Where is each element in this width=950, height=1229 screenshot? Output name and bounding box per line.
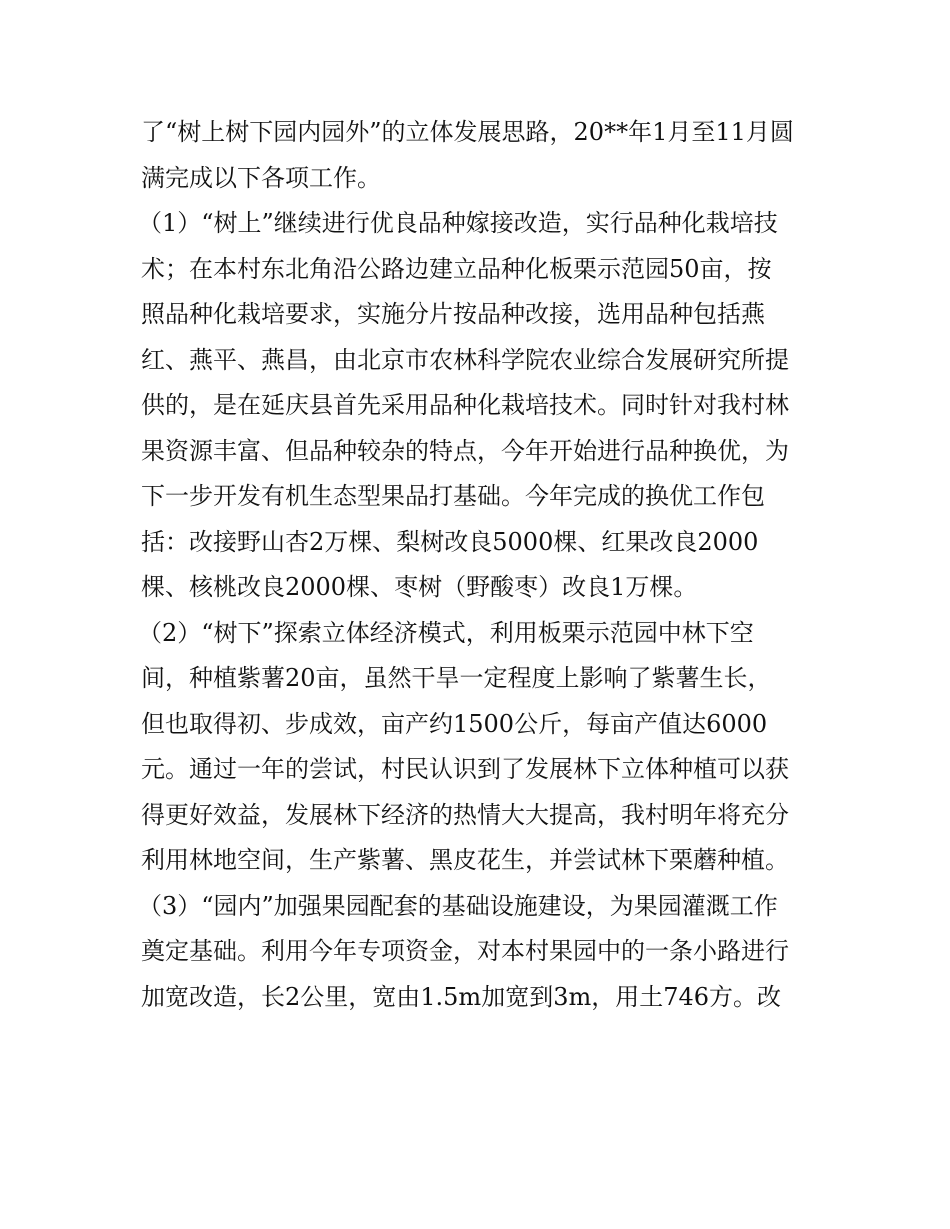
text-line: 括：改接野山杏2万棵、梨树改良5000棵、红果改良2000 — [141, 527, 759, 556]
text-line: 奠定基础。利用今年专项资金，对本村果园中的一条小路进行 — [141, 937, 789, 965]
text-line: 间，种植紫薯20亩，虽然干旱一定程度上影响了紫薯生长， — [141, 664, 772, 692]
text-line: 果资源丰富、但品种较杂的特点，今年开始进行品种换优，为 — [141, 436, 789, 465]
text-line: 照品种化栽培要求，实施分片按品种改接，选用品种包括燕 — [141, 300, 765, 328]
text-line: 得更好效益，发展林下经济的热情大大提高，我村明年将充分 — [141, 800, 789, 829]
text-line: 红、燕平、燕昌，由北京市农林科学院农业综合发展研究所提 — [141, 345, 789, 374]
section-3-heading-line: （3）“园内”加强果园配套的基础设施建设，为果园灌溉工作 — [138, 891, 778, 920]
text-line: 利用林地空间，生产紫薯、黑皮花生，并尝试林下栗蘑种植。 — [141, 846, 789, 874]
text-line: 满完成以下各项工作。 — [141, 163, 381, 192]
section-2-heading-line: （2）“树下”探索立体经济模式，利用板栗示范园中林下空 — [138, 618, 754, 647]
text-line: 了“树上树下园内园外”的立体发展思路，20**年1月至11月圆 — [141, 118, 794, 146]
body-text — [138, 110, 831, 1020]
section-1-heading-line: （1）“树上”继续进行优良品种嫁接改造，实行品种化栽培技 — [138, 209, 778, 237]
text-line: 供的，是在延庆县首先采用品种化栽培技术。同时针对我村林 — [141, 391, 789, 419]
text-line: 但也取得初、步成效，亩产约1500公斤，每亩产值达6000 — [141, 709, 768, 738]
text-line: 元。通过一年的尝试，村民认识到了发展林下立体种植可以获 — [141, 755, 789, 783]
text-line: 术；在本村东北角沿公路边建立品种化板栗示范园50亩，按 — [141, 254, 772, 283]
text-line: 棵、核桃改良2000棵、枣树（野酸枣）改良1万棵。 — [141, 573, 698, 601]
text-line: 加宽改造，长2公里，宽由1.5m加宽到3m，用土746方。改 — [141, 982, 782, 1011]
text-line: 下一步开发有机生态型果品打基础。今年完成的换优工作包 — [141, 482, 765, 510]
